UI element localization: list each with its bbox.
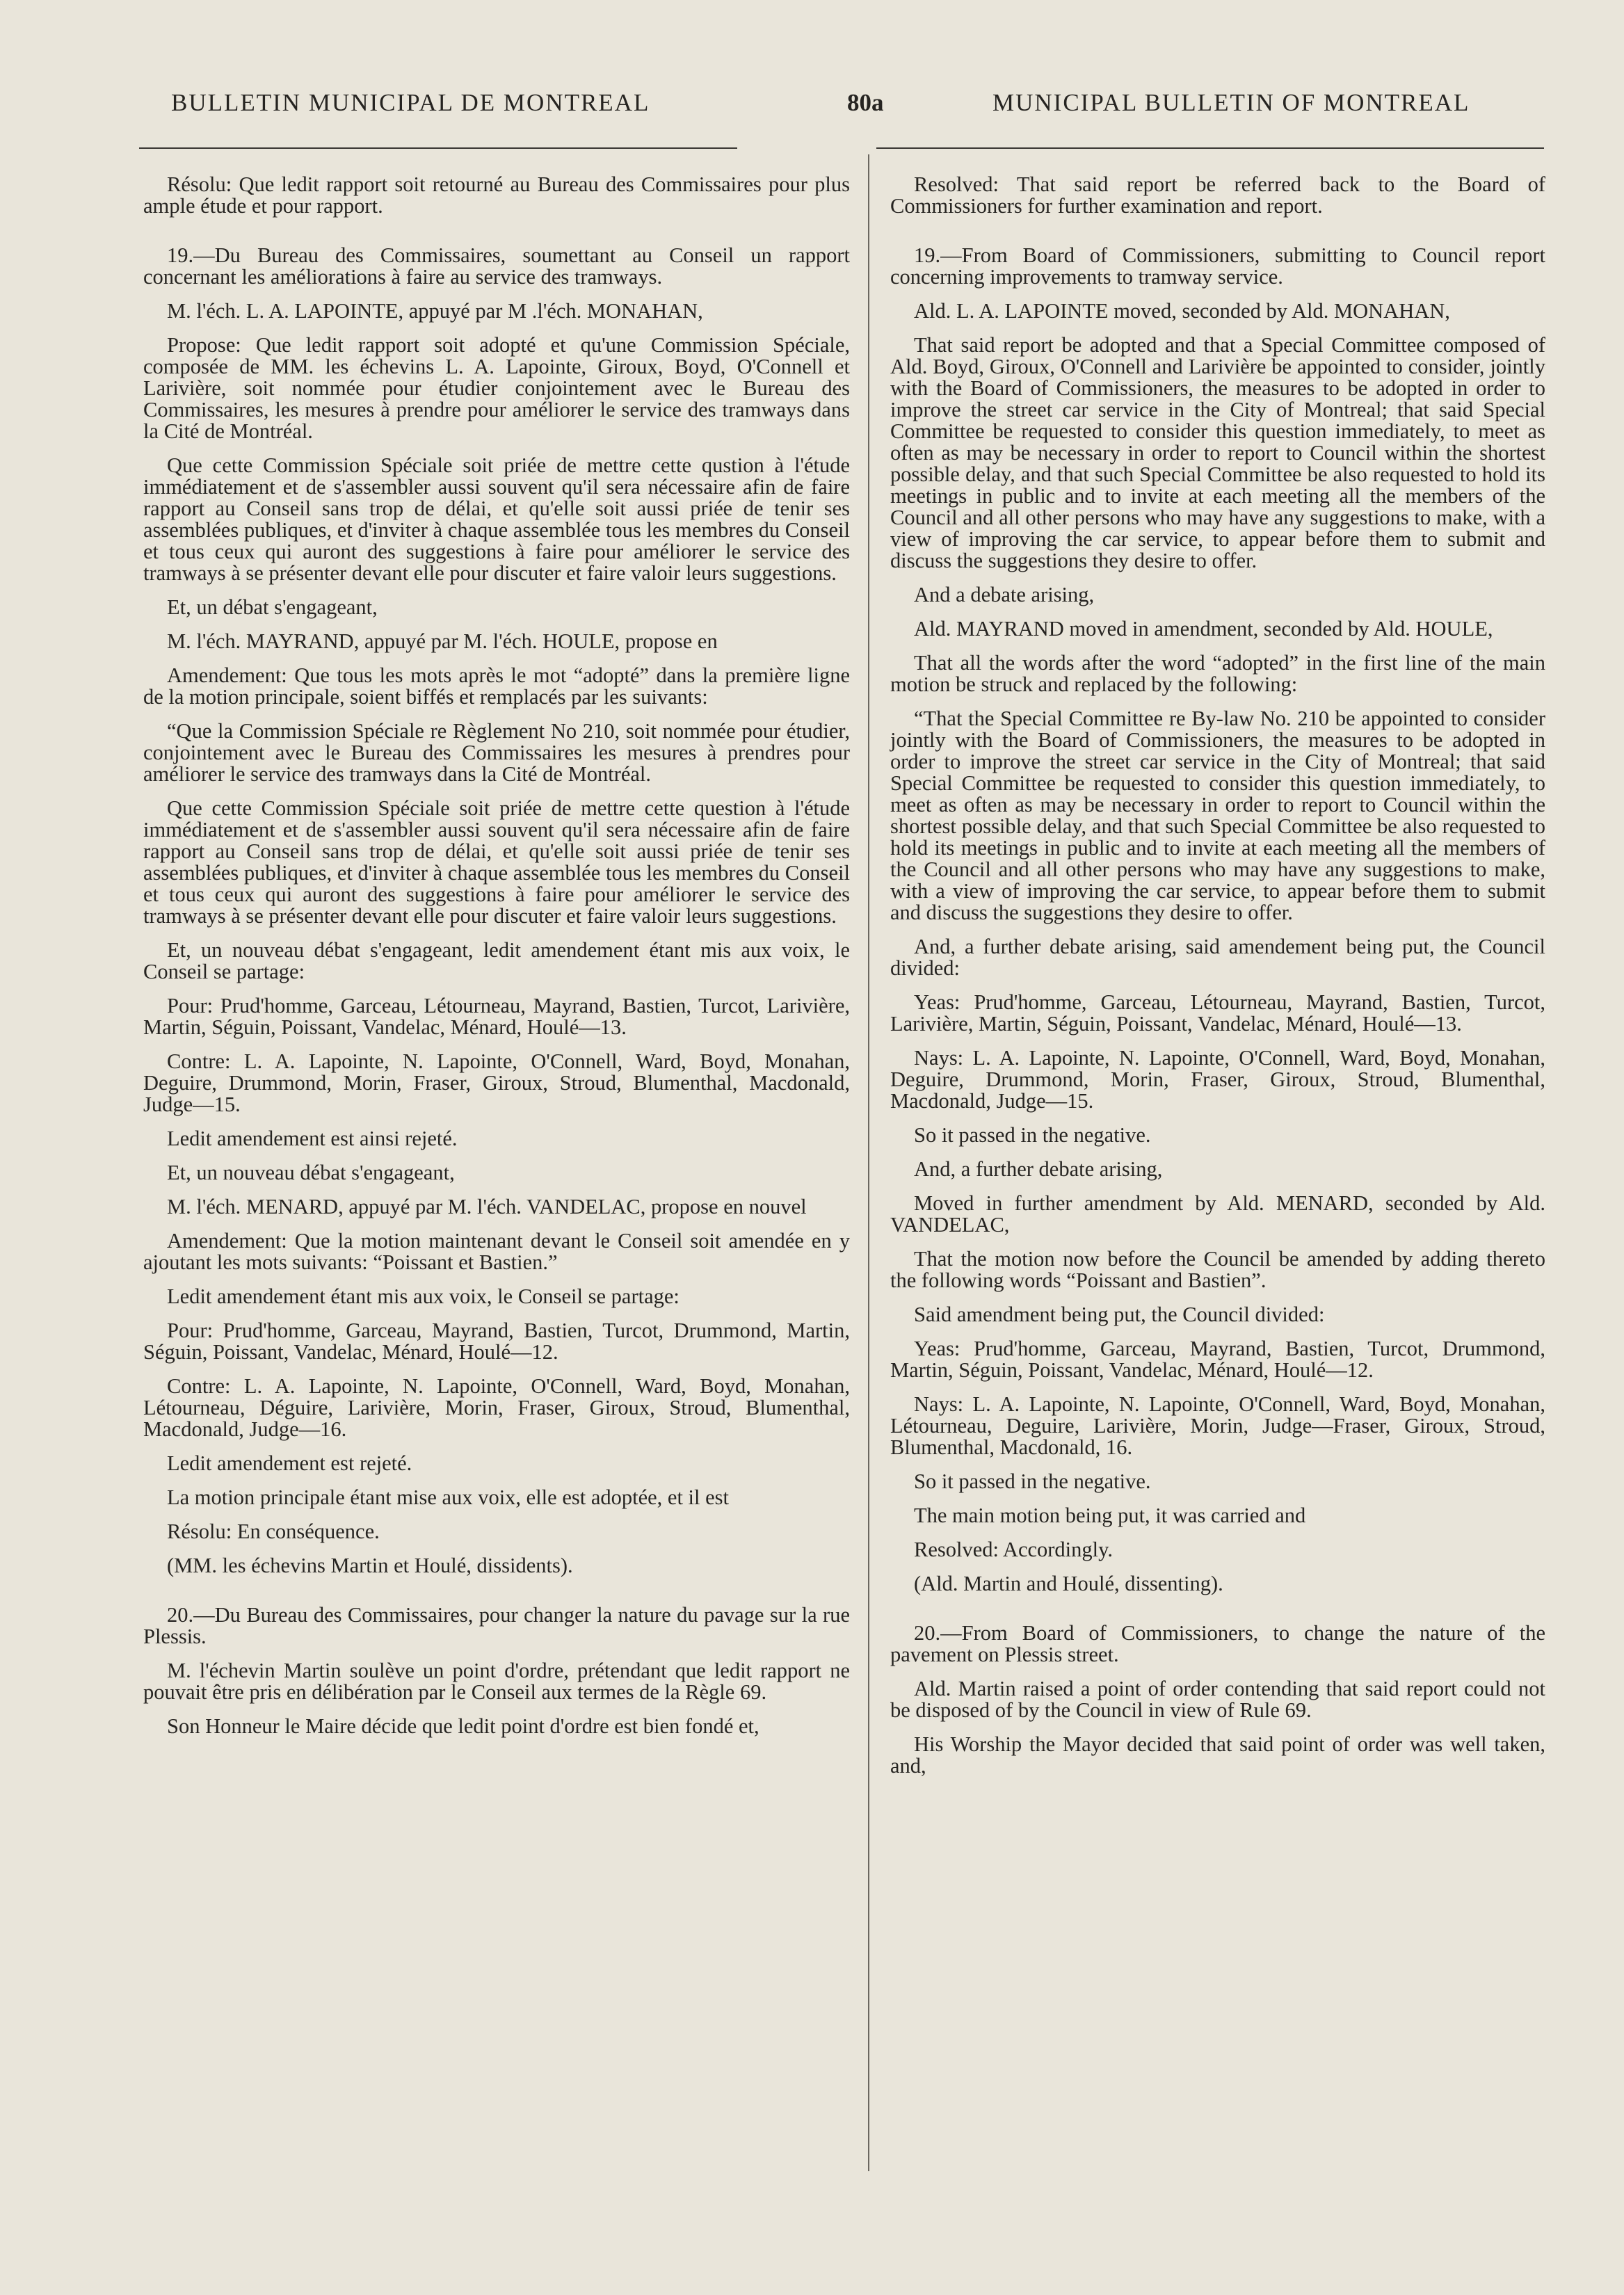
- paragraph-fr: M. l'éch. MENARD, appuyé par M. l'éch. VANDELAC, propose en nouvel: [167, 1195, 807, 1218]
- paragraph-fr: Résolu: En conséquence.: [167, 1520, 380, 1543]
- paragraph-en: His Worship the Mayor decided that said point of order was well taken, and,: [890, 1732, 1545, 1778]
- paragraph-en: Nays: L. A. Lapointe, N. Lapointe, O'Connell, Ward, Boyd, Monahan, Létourneau, Deguire, Larivière, Morin, Judge—Fraser, Giroux, Stroud, Blumenthal, Macdonald, 16.: [890, 1392, 1545, 1459]
- paragraph-en: Moved in further amendment by Ald. MENARD, seconded by Ald. VANDELAC,: [890, 1191, 1545, 1237]
- paragraph-fr: Amendement: Que la motion maintenant devant le Conseil soit amendée en y ajoutant les mots suivants: “Poissant et Bastien.”: [143, 1229, 850, 1274]
- paragraph-fr: M. l'échevin Martin soulève un point d'ordre, prétendant que ledit rapport ne pouvait être pris en délibération par le Conseil aux termes de la Règle 69.: [143, 1659, 850, 1704]
- paragraph-en: Yeas: Prud'homme, Garceau, Létourneau, Mayrand, Bastien, Turcot, Larivière, Martin, Séguin, Poissant, Vandelac, Ménard, Houlé—13.: [890, 990, 1545, 1036]
- page-number: 80a: [847, 89, 884, 116]
- paragraph-fr: Ledit amendement est rejeté.: [167, 1451, 412, 1475]
- paragraph-fr: Que cette Commission Spéciale soit priée de mettre cette question à l'étude immédiatement et de s'assembler aussi souvent qu'il sera nécessaire afin de faire rapport au Conseil sans trop de délai, et qu'elle soit aussi priée de tenir ses assemblées publiques, et d'inviter à chaque assemblée tous les membres du Conseil et tous ceux qui auront des suggestions à faire pour améliorer le service des tramways à se présenter devant elle pour discuter et faire valoir leurs suggestions.: [143, 796, 850, 928]
- paragraph-en: So it passed in the negative.: [914, 1469, 1151, 1493]
- paragraph-en: Resolved: Accordingly.: [914, 1538, 1114, 1561]
- paragraph-fr: Amendement: Que tous les mots après le mot “adopté” dans la première ligne de la motion principale, soient biffés et remplacés par les suivants:: [143, 663, 850, 709]
- paragraph-en: Yeas: Prud'homme, Garceau, Mayrand, Bastien, Turcot, Drummond, Martin, Séguin, Poissant, Vandelac, Ménard, Houlé—12.: [890, 1337, 1545, 1382]
- paragraph-en: 20.—From Board of Commissioners, to change the nature of the pavement on Plessis street.: [890, 1621, 1545, 1666]
- paragraph-en: Ald. L. A. LAPOINTE moved, seconded by Ald. MONAHAN,: [914, 299, 1450, 323]
- paragraph-en: And, a further debate arising,: [914, 1157, 1163, 1181]
- paragraph-en: That said report be adopted and that a Special Committee composed of Ald. Boyd, Giroux, O'Connell and Larivière be appointed to consider, jointly with the Board of Commissioners, the measures to be adopted in order to improve the street car service in the City of Montreal; that said Special Committee be requested to consider this question immediately, to meet as often as may be necessary in order to report to Council within the shortest possible delay, and that such Special Committee be also requested to hold its meetings in public and to invite at each meeting all the members of the Council and all other persons who may have any suggestions to make, with a view of improving the car service, to appear before them to submit and discuss the suggestions they desire to offer.: [890, 333, 1545, 572]
- paragraph-en: Said amendment being put, the Council divided:: [914, 1303, 1325, 1326]
- page-header: [0, 89, 1624, 131]
- paragraph-fr: Que cette Commission Spéciale soit priée de mettre cette qustion à l'étude immédiatement et de s'assembler aussi souvent qu'il sera nécessaire afin de faire rapport au Conseil sans trop de délai, et qu'elle soit aussi priée de tenir ses assemblées publiques, et d'inviter à chaque assemblée tous les membres du Conseil et tous ceux qui auront des suggestions à faire pour améliorer le service des tramways à se présenter devant elle pour discuter et faire valoir leurs suggestions.: [143, 453, 850, 585]
- paragraph-fr: M. l'éch. MAYRAND, appuyé par M. l'éch. HOULE, propose en: [167, 629, 718, 653]
- paragraph-en: And a debate arising,: [914, 583, 1095, 606]
- paragraph-en: Nays: L. A. Lapointe, N. Lapointe, O'Connell, Ward, Boyd, Monahan, Deguire, Drummond, Morin, Fraser, Giroux, Stroud, Blumenthal, Macdonald, Judge—15.: [890, 1046, 1545, 1113]
- paragraph-en: (Ald. Martin and Houlé, dissenting).: [914, 1572, 1223, 1595]
- paragraph-en: The main motion being put, it was carried and: [914, 1504, 1306, 1527]
- paragraph-fr: Pour: Prud'homme, Garceau, Mayrand, Bastien, Turcot, Drummond, Martin, Séguin, Poissant, Vandelac, Ménard, Houlé—12.: [143, 1319, 850, 1364]
- paragraph-fr: Ledit amendement étant mis aux voix, le Conseil se partage:: [167, 1285, 680, 1308]
- paragraph-en: 19.—From Board of Commissioners, submitting to Council report concerning improvements to tramway service.: [890, 243, 1545, 289]
- header-title-english: MUNICIPAL BULLETIN OF MONTREAL: [992, 89, 1470, 116]
- paragraph-fr: Contre: L. A. Lapointe, N. Lapointe, O'Connell, Ward, Boyd, Monahan, Deguire, Drummond, Morin, Fraser, Giroux, Stroud, Blumenthal, Macdonald, Judge—15.: [143, 1049, 850, 1116]
- paragraph-en: Ald. Martin raised a point of order contending that said report could not be disposed of by the Council in view of Rule 69.: [890, 1677, 1545, 1722]
- paragraph-fr: 20.—Du Bureau des Commissaires, pour changer la nature du pavage sur la rue Plessis.: [143, 1603, 850, 1648]
- paragraph-fr: Et, un nouveau débat s'engageant,: [167, 1161, 455, 1184]
- paragraph-fr: Et, un nouveau débat s'engageant, ledit amendement étant mis aux voix, le Conseil se partage:: [143, 938, 850, 983]
- paragraph-en: That all the words after the word “adopted” in the first line of the main motion be struck and replaced by the following:: [890, 651, 1545, 696]
- header-title-french: BULLETIN MUNICIPAL DE MONTREAL: [171, 89, 650, 116]
- header-rule-left: [139, 147, 737, 149]
- paragraph-en: “That the Special Committee re By-law No. 210 be appointed to consider jointly with the Board of Commissioners, the measures to be adopted in order to improve the street car service in the City of Montreal; that said Special Committee be requested to consider this question immediately, to meet as often as may be necessary in order to report to Council within the shortest possible delay, and that such Special Committee be also requested to hold its meetings in public and to invite at each meeting all the members of the Council and all other persons who may have any suggestions to make, with a view of improving the car service, to appear before them to submit and discuss the suggestions they desire to offer.: [890, 707, 1545, 924]
- paragraph-en: So it passed in the negative.: [914, 1123, 1151, 1147]
- header-rule-right: [876, 147, 1544, 149]
- paragraph-fr: 19.—Du Bureau des Commissaires, soumettant au Conseil un rapport concernant les améliorations à faire au service des tramways.: [143, 243, 850, 289]
- french-column: [143, 174, 850, 1750]
- paragraph-en: Ald. MAYRAND moved in amendment, seconded by Ald. HOULE,: [914, 617, 1493, 641]
- paragraph-fr: La motion principale étant mise aux voix, elle est adoptée, et il est: [167, 1485, 729, 1509]
- paragraph-fr: M. l'éch. L. A. LAPOINTE, appuyé par M .l'éch. MONAHAN,: [167, 299, 703, 323]
- column-divider: [868, 154, 869, 2171]
- paragraph-fr: Ledit amendement est ainsi rejeté.: [167, 1127, 458, 1150]
- paragraph-en: That the motion now before the Council be amended by adding thereto the following words “Poissant and Bastien”.: [890, 1247, 1545, 1292]
- english-column: [890, 174, 1545, 1789]
- paragraph-fr: Son Honneur le Maire décide que ledit point d'ordre est bien fondé et,: [167, 1714, 759, 1738]
- paragraph-fr: Pour: Prud'homme, Garceau, Létourneau, Mayrand, Bastien, Turcot, Larivière, Martin, Séguin, Poissant, Vandelac, Ménard, Houlé—13.: [143, 994, 850, 1039]
- paragraph-fr: Et, un débat s'engageant,: [167, 595, 378, 619]
- paragraph-fr: Résolu: Que ledit rapport soit retourné au Bureau des Commissaires pour plus ample étude et pour rapport.: [143, 172, 850, 218]
- paragraph-en: And, a further debate arising, said amendement being put, the Council divided:: [890, 935, 1545, 980]
- paragraph-fr: “Que la Commission Spéciale re Règlement No 210, soit nommée pour étudier, conjointement avec le Bureau des Commissaires les mesures à prendres pour améliorer le service des tramways dans la Cité de Montréal.: [143, 719, 850, 786]
- paragraph-fr: Propose: Que ledit rapport soit adopté et qu'une Commission Spéciale, composée de MM. les échevins L. A. Lapointe, Giroux, Boyd, O'Connell et Larivière, soit nommée pour étudier conjointement avec le Bureau des Commissaires, les mesures à prendre pour améliorer le service des tramways dans la Cité de Montréal.: [143, 333, 850, 443]
- paragraph-fr: (MM. les échevins Martin et Houlé, dissidents).: [167, 1554, 573, 1577]
- paragraph-fr: Contre: L. A. Lapointe, N. Lapointe, O'Connell, Ward, Boyd, Monahan, Létourneau, Déguire, Larivière, Morin, Fraser, Giroux, Stroud, Blumenthal, Macdonald, Judge—16.: [143, 1374, 850, 1441]
- paragraph-en: Resolved: That said report be referred back to the Board of Commissioners for further examination and report.: [890, 172, 1545, 218]
